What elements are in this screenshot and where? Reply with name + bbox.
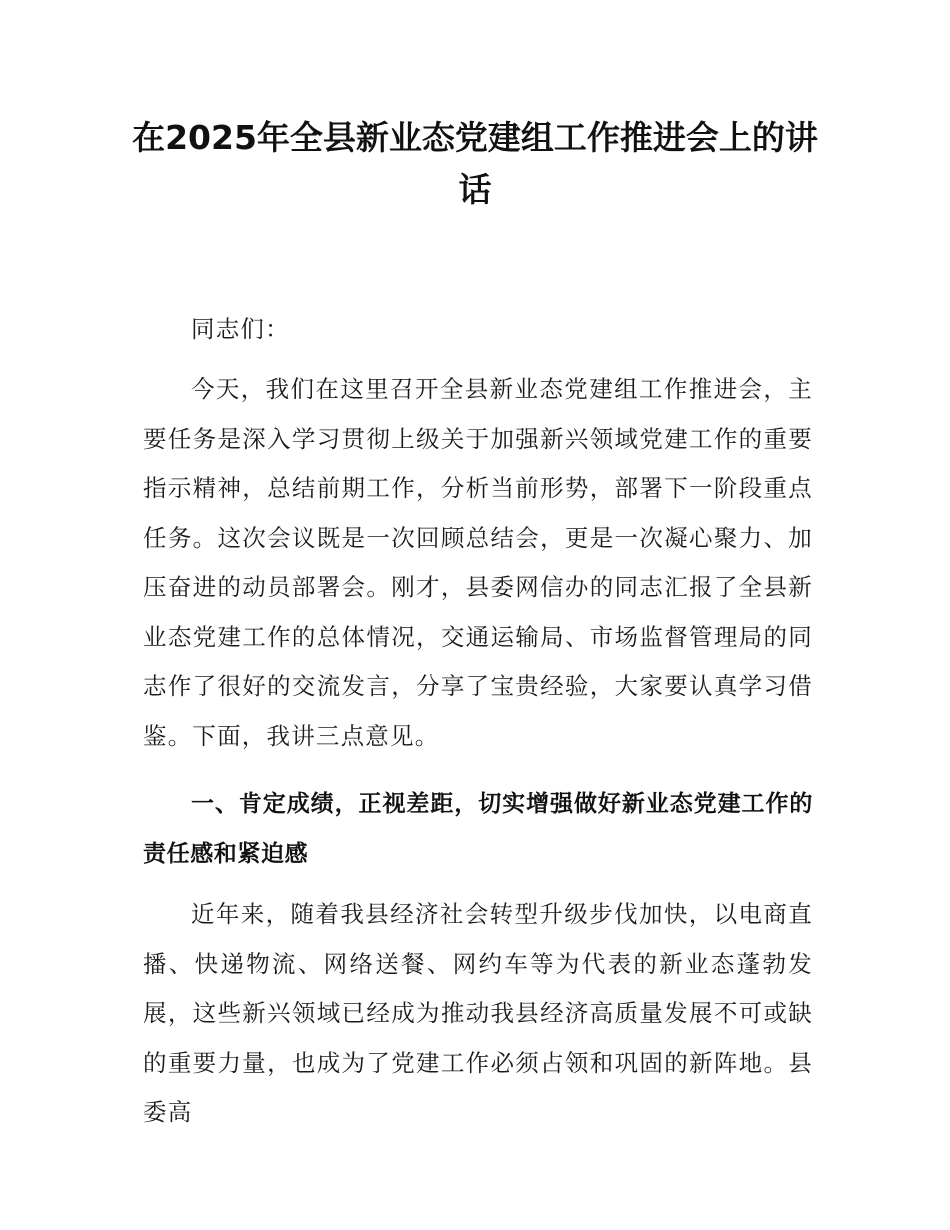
paragraph-section-1: 近年来，随着我县经济社会转型升级步伐加快，以电商直播、快递物流、网络送餐、网约车等为代表的新业态蓬勃发展，这些新兴领域已经成为推动我县经济高质量发展不可或缺的重要力量，也成为了党建工作必须占领和巩固的新阵地。县委高 [143,900,813,1126]
salutation: 同志们： [191,315,290,343]
paragraph-opening: 今天，我们在这里召开全县新业态党建组工作推进会，主要任务是深入学习贯彻上级关于加强新兴领域党建工作的重要指示精神，总结前期工作，分析当前形势，部署下一阶段重点任务。这次会议既是一次回顾总结会，更是一次凝心聚力、加压奋进的动员部署会。刚才，县委网信办的同志汇报了全县新业态党建工作的总体情况，交通运输局、市场监督管理局的同志作了很好的交流发言，分享了宝贵经验，大家要认真学习借鉴。下面，我讲三点意见。 [143,375,813,750]
section-heading-1: 一、肯定成绩，正视差距，切实增强做好新业态党建工作的责任感和紧迫感 [143,791,813,867]
document-title: 在2025年全县新业态党建组工作推进会上的讲话 [132,118,818,209]
